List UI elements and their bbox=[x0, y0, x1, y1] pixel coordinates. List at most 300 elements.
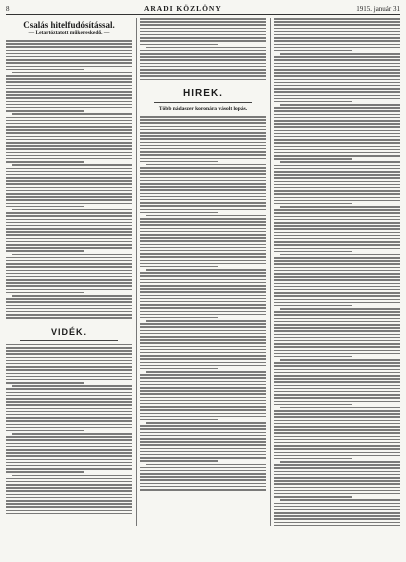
text-line bbox=[274, 222, 400, 224]
text-line bbox=[274, 257, 400, 259]
text-line bbox=[140, 260, 266, 262]
text-line bbox=[274, 133, 400, 135]
text-line bbox=[274, 401, 400, 403]
text-line bbox=[6, 196, 132, 198]
text-line bbox=[140, 79, 266, 81]
text-line bbox=[274, 362, 400, 364]
text-line bbox=[6, 292, 84, 294]
text-line bbox=[6, 459, 132, 461]
text-line bbox=[6, 314, 132, 316]
text-line bbox=[6, 289, 132, 291]
text-line bbox=[6, 490, 132, 492]
text-line bbox=[12, 295, 132, 297]
text-line bbox=[274, 85, 400, 87]
text-line bbox=[274, 270, 400, 272]
text-line bbox=[274, 50, 352, 52]
text-line bbox=[274, 314, 400, 316]
text-line bbox=[140, 66, 266, 68]
text-line bbox=[274, 126, 400, 128]
text-line bbox=[140, 154, 266, 156]
text-line bbox=[274, 232, 400, 234]
text-line bbox=[140, 409, 266, 411]
text-line bbox=[140, 186, 266, 188]
text-line bbox=[140, 438, 266, 440]
text-line bbox=[140, 479, 266, 481]
text-line bbox=[274, 445, 400, 447]
text-line bbox=[12, 433, 132, 435]
text-line bbox=[6, 317, 132, 319]
text-line bbox=[140, 435, 266, 437]
text-line bbox=[274, 455, 400, 457]
text-line bbox=[6, 446, 132, 448]
text-line bbox=[140, 209, 266, 211]
text-line bbox=[274, 244, 400, 246]
text-line bbox=[140, 218, 266, 220]
text-line bbox=[274, 59, 400, 61]
article-body-col2-top bbox=[140, 18, 266, 80]
text-line bbox=[140, 346, 266, 348]
text-line bbox=[274, 91, 400, 93]
text-line bbox=[146, 464, 266, 466]
text-line bbox=[274, 512, 400, 514]
text-line bbox=[140, 193, 266, 195]
text-line bbox=[140, 413, 266, 415]
text-line bbox=[274, 72, 400, 74]
text-line bbox=[140, 72, 266, 74]
text-line bbox=[6, 282, 132, 284]
column-2 bbox=[136, 18, 266, 526]
text-line bbox=[140, 330, 266, 332]
text-line bbox=[6, 376, 132, 378]
text-line bbox=[140, 170, 266, 172]
text-line bbox=[274, 279, 400, 281]
text-line bbox=[274, 375, 400, 377]
text-line bbox=[146, 47, 266, 49]
text-line bbox=[274, 365, 400, 367]
text-line bbox=[274, 283, 400, 285]
text-line bbox=[140, 285, 266, 287]
text-line bbox=[140, 145, 266, 147]
text-line bbox=[6, 424, 132, 426]
text-line bbox=[274, 21, 400, 23]
text-line bbox=[140, 304, 266, 306]
text-line bbox=[140, 161, 218, 163]
text-line bbox=[12, 113, 132, 115]
text-line bbox=[140, 362, 266, 364]
text-line bbox=[6, 228, 132, 230]
text-line bbox=[6, 395, 132, 397]
text-line bbox=[140, 406, 266, 408]
text-line bbox=[6, 69, 84, 71]
text-line bbox=[140, 240, 266, 242]
text-line bbox=[140, 59, 266, 61]
text-line bbox=[274, 219, 400, 221]
article-body-col3 bbox=[274, 18, 400, 526]
text-line bbox=[140, 221, 266, 223]
text-line bbox=[274, 480, 400, 482]
text-line bbox=[140, 24, 266, 26]
text-line bbox=[140, 298, 266, 300]
text-line bbox=[6, 411, 132, 413]
text-line bbox=[6, 75, 132, 77]
text-line bbox=[6, 53, 132, 55]
text-line bbox=[140, 444, 266, 446]
text-line bbox=[6, 369, 132, 371]
text-line bbox=[6, 382, 84, 384]
text-line bbox=[140, 199, 266, 201]
text-line bbox=[140, 263, 266, 265]
text-line bbox=[274, 483, 400, 485]
text-line bbox=[140, 448, 266, 450]
text-line bbox=[274, 318, 400, 320]
text-line bbox=[274, 404, 352, 406]
text-line bbox=[274, 187, 400, 189]
text-line bbox=[274, 436, 400, 438]
text-line bbox=[6, 273, 132, 275]
text-line bbox=[274, 452, 400, 454]
text-line bbox=[274, 18, 400, 20]
text-line bbox=[274, 477, 400, 479]
text-line bbox=[6, 183, 132, 185]
text-line bbox=[6, 222, 132, 224]
text-line bbox=[280, 161, 400, 163]
text-line bbox=[140, 295, 266, 297]
text-line bbox=[274, 289, 400, 291]
text-line bbox=[140, 126, 266, 128]
text-line bbox=[274, 139, 400, 141]
text-line bbox=[6, 66, 132, 68]
article-subtitle-csalas: — Letartóztatott műkereskedő. — bbox=[28, 30, 110, 36]
text-line bbox=[6, 215, 132, 217]
text-line bbox=[6, 81, 132, 83]
text-line bbox=[6, 260, 132, 262]
text-line bbox=[274, 66, 400, 68]
text-line bbox=[6, 94, 132, 96]
text-line bbox=[6, 234, 132, 236]
text-line bbox=[6, 40, 132, 42]
text-line bbox=[6, 462, 132, 464]
text-line bbox=[140, 489, 266, 491]
text-line bbox=[6, 168, 132, 170]
text-line bbox=[280, 53, 400, 55]
text-line bbox=[12, 475, 132, 477]
text-line bbox=[274, 426, 400, 428]
text-line bbox=[12, 385, 132, 387]
text-line bbox=[6, 43, 132, 45]
text-line bbox=[140, 148, 266, 150]
text-line bbox=[140, 34, 266, 36]
text-line bbox=[6, 503, 132, 505]
text-line bbox=[274, 203, 352, 205]
text-line bbox=[6, 126, 132, 128]
text-line bbox=[6, 46, 132, 48]
text-line bbox=[6, 366, 132, 368]
text-line bbox=[6, 123, 132, 125]
text-line bbox=[140, 53, 266, 55]
text-line bbox=[140, 393, 266, 395]
text-line bbox=[6, 494, 132, 496]
text-line bbox=[6, 104, 132, 106]
text-line bbox=[274, 75, 400, 77]
text-line bbox=[274, 212, 400, 214]
text-line bbox=[146, 215, 266, 217]
article-title-lopas: Több nádaszer koronára vásolt lopás. bbox=[158, 106, 248, 113]
text-line bbox=[6, 231, 132, 233]
text-line bbox=[274, 69, 400, 71]
text-line bbox=[274, 276, 400, 278]
text-line bbox=[274, 181, 400, 183]
text-line bbox=[274, 518, 400, 520]
text-line bbox=[6, 199, 132, 201]
text-line bbox=[6, 177, 132, 179]
text-line bbox=[274, 117, 400, 119]
text-line bbox=[274, 397, 400, 399]
text-line bbox=[6, 107, 132, 109]
text-line bbox=[6, 465, 132, 467]
text-line bbox=[140, 425, 266, 427]
text-line bbox=[274, 458, 352, 460]
text-line bbox=[6, 500, 132, 502]
text-line bbox=[6, 212, 132, 214]
text-line bbox=[274, 509, 400, 511]
text-line bbox=[146, 371, 266, 373]
text-line bbox=[6, 190, 132, 192]
columns bbox=[6, 18, 400, 526]
text-line bbox=[6, 174, 132, 176]
text-line bbox=[140, 135, 266, 137]
text-line bbox=[274, 346, 400, 348]
text-line bbox=[274, 107, 400, 109]
text-line bbox=[6, 117, 132, 119]
text-line bbox=[274, 110, 400, 112]
text-line bbox=[140, 390, 266, 392]
text-line bbox=[274, 394, 400, 396]
text-line bbox=[274, 506, 400, 508]
text-line bbox=[280, 407, 400, 409]
text-line bbox=[274, 158, 352, 160]
text-line bbox=[274, 40, 400, 42]
text-line bbox=[6, 360, 132, 362]
text-line bbox=[140, 451, 266, 453]
text-line bbox=[274, 321, 400, 323]
text-line bbox=[6, 132, 132, 134]
text-line bbox=[274, 330, 400, 332]
text-line bbox=[140, 486, 266, 488]
text-line bbox=[6, 452, 132, 454]
text-line bbox=[6, 129, 132, 131]
text-line bbox=[274, 503, 400, 505]
text-line bbox=[6, 148, 132, 150]
text-line bbox=[140, 129, 266, 131]
text-line bbox=[6, 481, 132, 483]
text-line bbox=[6, 305, 132, 307]
text-line bbox=[6, 187, 132, 189]
text-line bbox=[274, 423, 400, 425]
text-line bbox=[274, 197, 400, 199]
text-line bbox=[274, 416, 400, 418]
text-line bbox=[140, 473, 266, 475]
text-line bbox=[274, 155, 400, 157]
text-line bbox=[140, 333, 266, 335]
text-line bbox=[6, 388, 132, 390]
text-line bbox=[6, 513, 132, 515]
text-line bbox=[146, 422, 266, 424]
text-line bbox=[6, 152, 132, 154]
text-line bbox=[140, 326, 266, 328]
text-line bbox=[274, 350, 400, 352]
text-line bbox=[6, 439, 132, 441]
text-line bbox=[274, 184, 400, 186]
text-line bbox=[274, 146, 400, 148]
text-line bbox=[140, 63, 266, 65]
text-line bbox=[274, 95, 400, 97]
text-line bbox=[274, 152, 400, 154]
text-line bbox=[274, 241, 400, 243]
text-line bbox=[274, 295, 400, 297]
text-line bbox=[6, 78, 132, 80]
text-line bbox=[140, 138, 266, 140]
text-line bbox=[6, 401, 132, 403]
text-line bbox=[274, 193, 400, 195]
text-line bbox=[140, 205, 266, 207]
text-line bbox=[274, 31, 400, 33]
text-line bbox=[140, 387, 266, 389]
text-line bbox=[140, 256, 266, 258]
text-line bbox=[140, 374, 266, 376]
text-line bbox=[6, 392, 132, 394]
text-line bbox=[274, 356, 352, 358]
text-line bbox=[274, 334, 400, 336]
text-line bbox=[140, 173, 266, 175]
text-line bbox=[274, 439, 400, 441]
text-line bbox=[274, 391, 400, 393]
text-line bbox=[274, 302, 400, 304]
text-line bbox=[12, 72, 132, 74]
text-line bbox=[6, 250, 84, 252]
text-line bbox=[6, 357, 132, 359]
text-line bbox=[6, 455, 132, 457]
divider bbox=[20, 340, 118, 341]
text-line bbox=[274, 79, 400, 81]
text-line bbox=[6, 471, 84, 473]
text-line bbox=[146, 164, 266, 166]
text-line bbox=[274, 101, 352, 103]
text-line bbox=[140, 400, 266, 402]
text-line bbox=[6, 145, 132, 147]
text-line bbox=[6, 59, 132, 61]
text-line bbox=[140, 266, 218, 268]
text-line bbox=[6, 193, 132, 195]
text-line bbox=[274, 525, 400, 527]
article-body-lopas bbox=[140, 116, 266, 490]
text-line bbox=[140, 384, 266, 386]
text-line bbox=[140, 237, 266, 239]
text-line bbox=[6, 203, 132, 205]
text-line bbox=[280, 461, 400, 463]
paper-name: ARADI KÖZLÖNY bbox=[143, 4, 222, 13]
text-line bbox=[6, 430, 84, 432]
text-line bbox=[6, 257, 132, 259]
text-line bbox=[140, 288, 266, 290]
text-line bbox=[274, 467, 400, 469]
text-line bbox=[140, 275, 266, 277]
text-line bbox=[140, 314, 266, 316]
text-line bbox=[140, 358, 266, 360]
article-body-csalas bbox=[6, 40, 132, 319]
text-line bbox=[140, 56, 266, 58]
text-line bbox=[140, 247, 266, 249]
text-line bbox=[274, 273, 400, 275]
text-line bbox=[140, 116, 266, 118]
text-line bbox=[6, 266, 132, 268]
text-line bbox=[140, 323, 266, 325]
text-line bbox=[12, 164, 132, 166]
text-line bbox=[140, 142, 266, 144]
section-title-videk: VIDÉK. bbox=[50, 326, 87, 337]
text-line bbox=[140, 28, 266, 30]
text-line bbox=[6, 478, 132, 480]
text-line bbox=[146, 320, 266, 322]
text-line bbox=[6, 279, 132, 281]
text-line bbox=[274, 136, 400, 138]
text-line bbox=[140, 18, 266, 20]
text-line bbox=[280, 359, 400, 361]
text-line bbox=[274, 165, 400, 167]
text-line bbox=[140, 183, 266, 185]
text-line bbox=[140, 180, 266, 182]
text-line bbox=[6, 56, 132, 58]
text-line bbox=[274, 168, 400, 170]
text-line bbox=[140, 416, 266, 418]
text-line bbox=[140, 454, 266, 456]
text-line bbox=[6, 417, 132, 419]
text-line bbox=[6, 91, 132, 93]
page-header bbox=[6, 4, 400, 15]
text-line bbox=[274, 324, 400, 326]
text-line bbox=[6, 506, 132, 508]
text-line bbox=[140, 460, 218, 462]
text-line bbox=[6, 206, 84, 208]
text-line bbox=[274, 123, 400, 125]
text-line bbox=[140, 75, 266, 77]
text-line bbox=[274, 263, 400, 265]
text-line bbox=[274, 47, 400, 49]
text-line bbox=[6, 161, 84, 163]
text-line bbox=[140, 189, 266, 191]
text-line bbox=[274, 260, 400, 262]
text-line bbox=[274, 311, 400, 313]
text-line bbox=[6, 241, 132, 243]
text-line bbox=[274, 378, 400, 380]
text-line bbox=[6, 363, 132, 365]
text-line bbox=[140, 349, 266, 351]
text-line bbox=[274, 327, 400, 329]
text-line bbox=[274, 487, 400, 489]
text-line bbox=[6, 142, 132, 144]
text-line bbox=[274, 200, 400, 202]
text-line bbox=[6, 414, 132, 416]
text-line bbox=[274, 56, 400, 58]
text-line bbox=[274, 343, 400, 345]
text-line bbox=[274, 420, 400, 422]
text-line bbox=[280, 104, 400, 106]
text-line bbox=[140, 279, 266, 281]
text-line bbox=[6, 398, 132, 400]
text-line bbox=[274, 44, 400, 46]
text-line bbox=[274, 174, 400, 176]
text-line bbox=[140, 397, 266, 399]
text-line bbox=[6, 62, 132, 64]
